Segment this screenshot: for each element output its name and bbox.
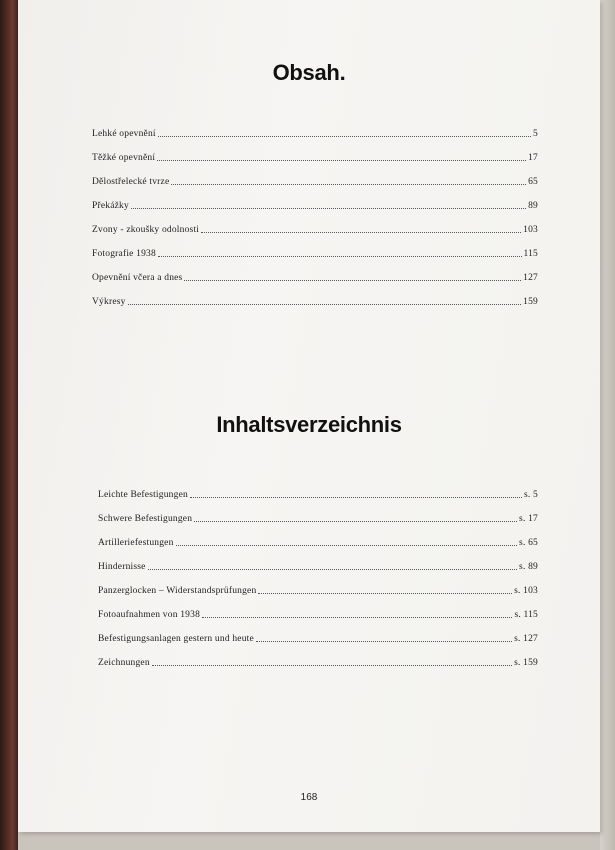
toc-entry-page: s. 103 — [514, 586, 538, 596]
toc-leader-dots — [258, 592, 512, 594]
toc-entry-title: Panzerglocken – Widerstandsprüfungen — [98, 586, 257, 596]
toc-entry-title: Překážky — [92, 201, 129, 211]
toc-entry-page: 103 — [523, 225, 538, 235]
toc-leader-dots — [152, 664, 512, 666]
toc-entry — [98, 500, 538, 524]
toc-entry-page: 65 — [528, 177, 538, 187]
toc-entry-page: 159 — [523, 297, 538, 307]
toc-entry — [92, 163, 538, 187]
toc-entry — [92, 211, 538, 235]
toc-entry — [92, 235, 538, 259]
toc-leader-dots — [184, 279, 521, 281]
toc-leader-dots — [128, 303, 522, 305]
book-binding — [0, 0, 18, 850]
toc-entry — [92, 139, 538, 163]
toc-entry-page: s. 65 — [519, 538, 538, 548]
german-toc-heading: Inhaltsverzeichnis — [216, 412, 402, 437]
toc-entry-page: 115 — [523, 249, 538, 259]
toc-entry-title: Lehké opevnění — [92, 129, 156, 139]
toc-entry-title: Leichte Befestigungen — [98, 490, 188, 500]
czech-toc-list — [92, 115, 538, 307]
toc-entry-page: 17 — [528, 153, 538, 163]
toc-entry — [98, 548, 538, 572]
toc-entry-title: Dělostřelecké tvrze — [92, 177, 170, 187]
toc-leader-dots — [201, 231, 521, 233]
toc-entry-page: s. 89 — [519, 562, 538, 572]
toc-leader-dots — [194, 520, 517, 522]
toc-entry-title: Opevnění včera a dnes — [92, 273, 183, 283]
toc-leader-dots — [131, 207, 526, 209]
toc-entry — [98, 596, 538, 620]
toc-entry-page: s. 159 — [514, 658, 538, 668]
page-edge — [600, 0, 615, 850]
toc-entry-title: Zeichnungen — [98, 658, 150, 668]
toc-entry-page: 5 — [533, 129, 538, 139]
toc-leader-dots — [190, 496, 522, 498]
toc-entry-title: Artilleriefestungen — [98, 538, 174, 548]
book-page — [18, 0, 600, 832]
toc-entry-page: s. 5 — [524, 490, 538, 500]
toc-entry-page: s. 17 — [519, 514, 538, 524]
toc-leader-dots — [176, 544, 517, 546]
toc-leader-dots — [202, 616, 512, 618]
toc-leader-dots — [148, 568, 517, 570]
toc-entry-page: s. 115 — [514, 610, 538, 620]
toc-entry — [92, 115, 538, 139]
toc-leader-dots — [158, 135, 531, 137]
toc-entry-page: s. 127 — [514, 634, 538, 644]
toc-entry — [98, 524, 538, 548]
toc-leader-dots — [256, 640, 512, 642]
toc-leader-dots — [158, 255, 522, 257]
toc-entry — [98, 644, 538, 668]
toc-entry-title: Výkresy — [92, 297, 126, 307]
toc-entry-title: Zvony - zkoušky odolnosti — [92, 225, 200, 235]
toc-entry-page: 89 — [528, 201, 538, 211]
page-edge-bottom — [18, 832, 600, 850]
german-toc-list — [98, 476, 538, 668]
czech-toc-heading: Obsah. — [272, 60, 346, 85]
toc-leader-dots — [157, 159, 526, 161]
toc-entry — [98, 572, 538, 596]
toc-entry — [98, 620, 538, 644]
toc-entry-title: Befestigungsanlagen gestern und heute — [98, 634, 254, 644]
toc-entry — [92, 283, 538, 307]
toc-entry — [98, 476, 538, 500]
toc-entry-title: Schwere Befestigungen — [98, 514, 193, 524]
toc-leader-dots — [171, 183, 526, 185]
page-number: 168 — [300, 792, 318, 803]
toc-entry-title: Fotografie 1938 — [92, 249, 156, 259]
toc-entry-page: 127 — [523, 273, 538, 283]
toc-entry-title: Těžké opevnění — [92, 153, 156, 163]
toc-entry-title: Hindernisse — [98, 562, 146, 572]
toc-entry — [92, 187, 538, 211]
toc-entry-title: Fotoaufnahmen von 1938 — [98, 610, 201, 620]
toc-entry — [92, 259, 538, 283]
